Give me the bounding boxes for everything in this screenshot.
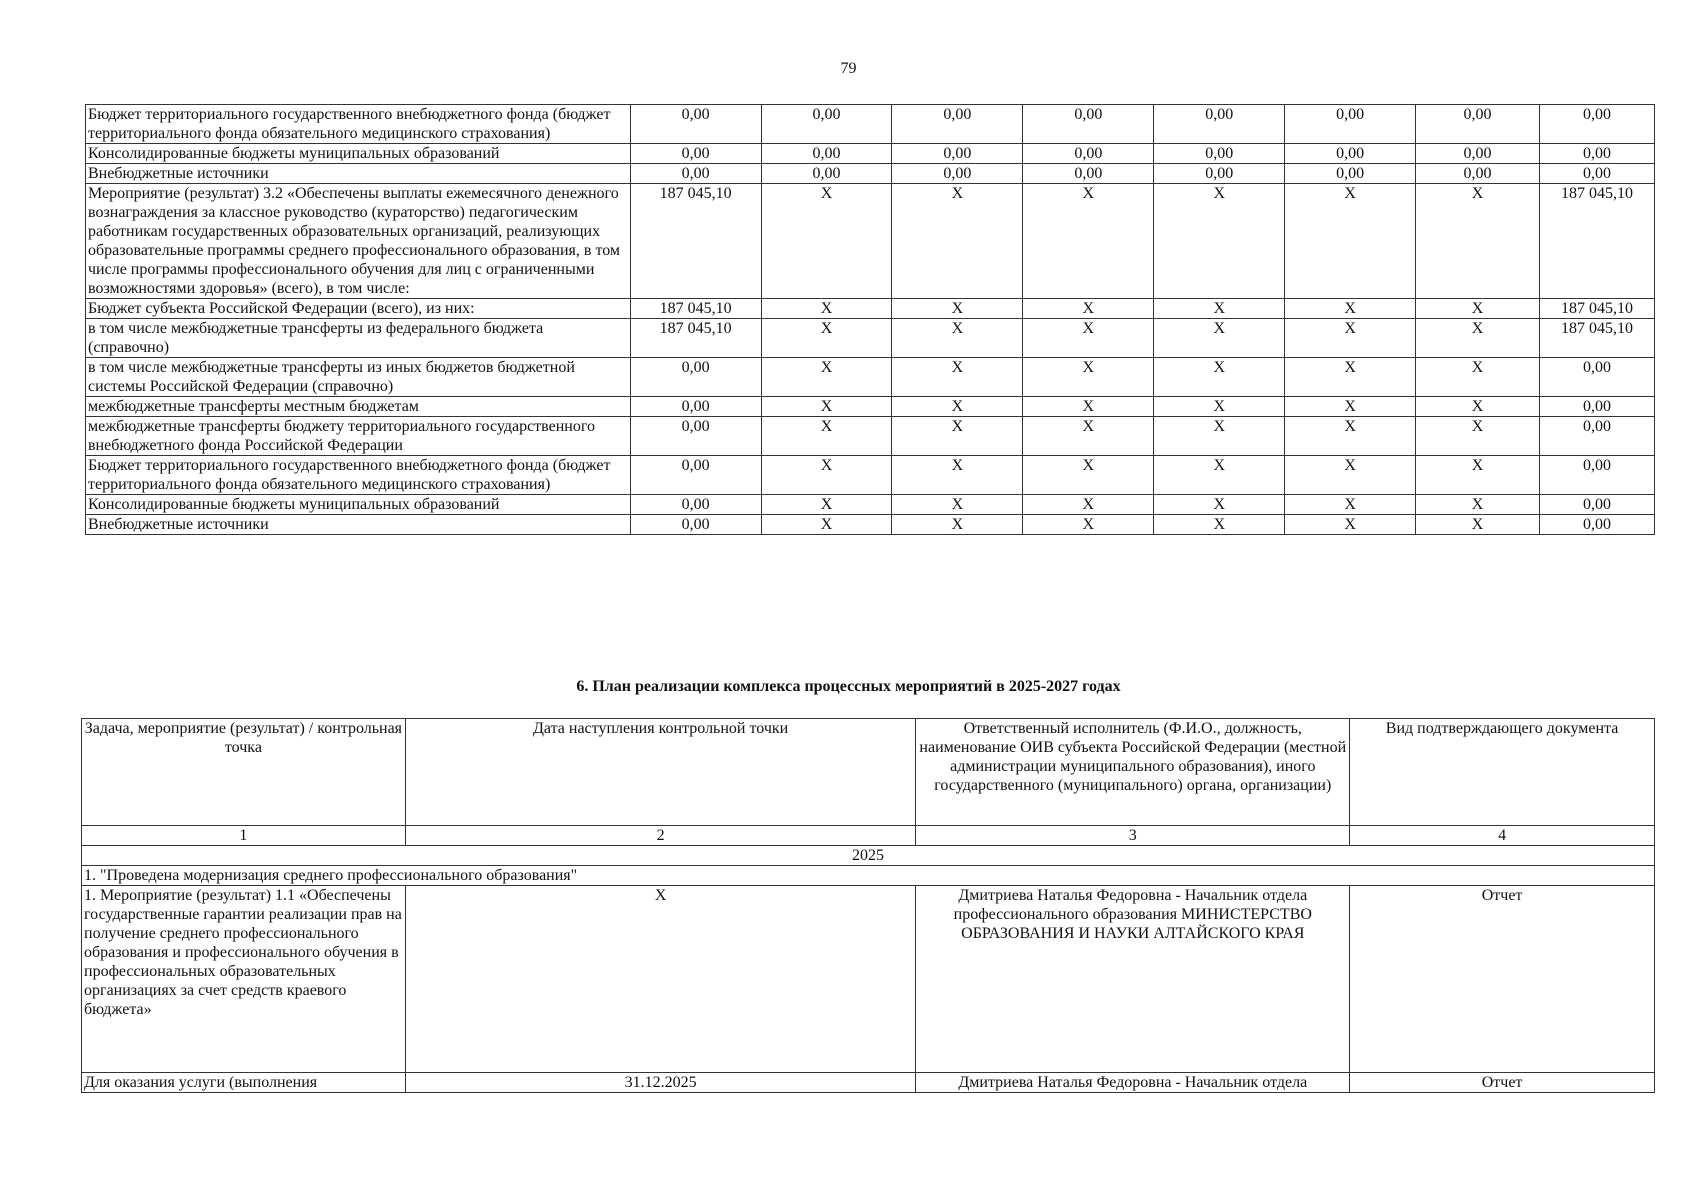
budget-value-cell: X: [1285, 495, 1416, 515]
column-number: 3: [916, 826, 1350, 846]
budget-value-cell: X: [892, 397, 1023, 417]
budget-value-cell: 0,00: [1416, 105, 1540, 144]
column-number-row: [82, 826, 1655, 846]
budget-value-cell: X: [1023, 184, 1154, 299]
task-title: 1. "Проведена модернизация среднего профессионального образования": [82, 866, 1655, 886]
measure-cell: 1. Мероприятие (результат) 1.1 «Обеспечены государственные гарантии реализации прав на получение среднего профессионального образования и профессионального обучения в профессиональных образовательных организациях за счет средств краевого бюджета»: [82, 886, 406, 1073]
budget-value-cell: 0,00: [1540, 105, 1655, 144]
budget-value-cell: X: [1416, 184, 1540, 299]
budget-value-cell: 0,00: [630, 456, 761, 495]
budget-value-cell: X: [1416, 319, 1540, 358]
plan-row: [82, 1073, 1655, 1093]
budget-value-cell: 0,00: [1540, 144, 1655, 164]
budget-value-cell: X: [1023, 515, 1154, 535]
budget-value-cell: X: [761, 319, 892, 358]
budget-value-cell: X: [761, 299, 892, 319]
budget-row-label: Бюджет территориального государственного внебюджетного фонда (бюджет территориального фонда обязательного медицинского страхования): [86, 105, 631, 144]
budget-value-cell: 0,00: [892, 164, 1023, 184]
budget-value-cell: X: [1023, 495, 1154, 515]
budget-value-cell: X: [1023, 319, 1154, 358]
budget-value-cell: 0,00: [1540, 495, 1655, 515]
budget-row: [86, 164, 1655, 184]
document-cell: Отчет: [1350, 886, 1655, 1073]
budget-value-cell: X: [892, 299, 1023, 319]
budget-row: [86, 456, 1655, 495]
budget-value-cell: 0,00: [761, 164, 892, 184]
budget-value-cell: X: [1023, 397, 1154, 417]
budget-value-cell: X: [1154, 456, 1285, 495]
budget-value-cell: 0,00: [630, 105, 761, 144]
budget-value-cell: X: [1285, 184, 1416, 299]
budget-value-cell: X: [1285, 456, 1416, 495]
budget-value-cell: X: [1154, 299, 1285, 319]
budget-value-cell: X: [1416, 495, 1540, 515]
budget-value-cell: 0,00: [1154, 144, 1285, 164]
date-cell: 31.12.2025: [405, 1073, 916, 1093]
budget-row: [86, 144, 1655, 164]
budget-value-cell: X: [761, 417, 892, 456]
budget-row-label: в том числе межбюджетные трансферты из иных бюджетов бюджетной системы Российской Федерации (справочно): [86, 358, 631, 397]
budget-value-cell: 0,00: [1154, 164, 1285, 184]
budget-value-cell: X: [1154, 515, 1285, 535]
budget-value-cell: X: [1023, 417, 1154, 456]
budget-value-cell: X: [761, 397, 892, 417]
year-row: [82, 846, 1655, 866]
budget-value-cell: X: [761, 456, 892, 495]
budget-value-cell: X: [1154, 184, 1285, 299]
budget-value-cell: X: [761, 515, 892, 535]
budget-value-cell: X: [892, 417, 1023, 456]
budget-value-cell: X: [892, 495, 1023, 515]
budget-value-cell: 0,00: [1154, 105, 1285, 144]
budget-value-cell: X: [1416, 299, 1540, 319]
budget-value-cell: 0,00: [1540, 397, 1655, 417]
budget-row: [86, 515, 1655, 535]
measure-cell: Для оказания услуги (выполнения: [82, 1073, 406, 1093]
budget-value-cell: X: [1154, 495, 1285, 515]
budget-row-label: в том числе межбюджетные трансферты из федерального бюджета (справочно): [86, 319, 631, 358]
budget-value-cell: 0,00: [1540, 358, 1655, 397]
budget-value-cell: 0,00: [630, 358, 761, 397]
budget-value-cell: X: [892, 358, 1023, 397]
budget-value-cell: 0,00: [761, 105, 892, 144]
budget-value-cell: X: [1285, 299, 1416, 319]
budget-value-cell: X: [1154, 417, 1285, 456]
plan-row: [82, 886, 1655, 1073]
budget-value-cell: X: [761, 358, 892, 397]
budget-value-cell: 0,00: [1540, 417, 1655, 456]
column-number: 2: [405, 826, 916, 846]
budget-value-cell: 0,00: [1416, 144, 1540, 164]
budget-value-cell: 0,00: [761, 144, 892, 164]
budget-row-label: Мероприятие (результат) 3.2 «Обеспечены выплаты ежемесячного денежного вознаграждения за классное руководство (кураторство) педагогическим работникам государственных образовательных организаций, реализующих образовательные программы среднего профессионального образования, в том числе программы профессионального обучения для лиц с ограниченными возможностями здоровья» (всего), в том числе:: [86, 184, 631, 299]
budget-value-cell: X: [892, 515, 1023, 535]
budget-row: [86, 495, 1655, 515]
header-responsible: Ответственный исполнитель (Ф.И.О., должность, наименование ОИВ субъекта Российской Федерации (местной администрации муниципального образования), иного государственного (муниципального) органа, организации): [916, 719, 1350, 826]
budget-value-cell: X: [1285, 358, 1416, 397]
budget-value-cell: X: [1416, 456, 1540, 495]
budget-value-cell: X: [892, 319, 1023, 358]
budget-row-label: Внебюджетные источники: [86, 515, 631, 535]
budget-row: [86, 105, 1655, 144]
budget-value-cell: 187 045,10: [1540, 184, 1655, 299]
budget-value-cell: X: [1416, 417, 1540, 456]
budget-value-cell: 0,00: [630, 397, 761, 417]
budget-row-label: Консолидированные бюджеты муниципальных образований: [86, 144, 631, 164]
column-number: 1: [82, 826, 406, 846]
date-cell: X: [405, 886, 916, 1073]
budget-row: [86, 358, 1655, 397]
budget-value-cell: 0,00: [1023, 164, 1154, 184]
budget-value-cell: 0,00: [630, 164, 761, 184]
budget-value-cell: 187 045,10: [1540, 319, 1655, 358]
header-task: Задача, мероприятие (результат) / контрольная точка: [82, 719, 406, 826]
budget-table-body: [86, 105, 1655, 535]
plan-table: [81, 718, 1655, 1093]
budget-value-cell: X: [1285, 397, 1416, 417]
column-number: 4: [1350, 826, 1655, 846]
budget-row: [86, 184, 1655, 299]
budget-value-cell: 187 045,10: [630, 299, 761, 319]
budget-value-cell: 0,00: [1540, 515, 1655, 535]
budget-value-cell: X: [1416, 515, 1540, 535]
budget-value-cell: 0,00: [1285, 105, 1416, 144]
budget-value-cell: X: [1285, 515, 1416, 535]
budget-value-cell: X: [1023, 299, 1154, 319]
budget-value-cell: 0,00: [1023, 144, 1154, 164]
budget-value-cell: 0,00: [1285, 144, 1416, 164]
budget-row: [86, 299, 1655, 319]
budget-row: [86, 397, 1655, 417]
header-date: Дата наступления контрольной точки: [405, 719, 916, 826]
budget-value-cell: 0,00: [630, 495, 761, 515]
budget-value-cell: 187 045,10: [630, 184, 761, 299]
budget-value-cell: X: [761, 184, 892, 299]
budget-value-cell: 0,00: [1540, 456, 1655, 495]
budget-value-cell: X: [1023, 358, 1154, 397]
plan-header-row: [82, 719, 1655, 826]
page-number: 79: [840, 60, 857, 77]
budget-value-cell: 0,00: [1023, 105, 1154, 144]
budget-value-cell: X: [1285, 417, 1416, 456]
budget-value-cell: 0,00: [892, 144, 1023, 164]
task-row: [82, 866, 1655, 886]
budget-value-cell: X: [761, 495, 892, 515]
budget-value-cell: 0,00: [1416, 164, 1540, 184]
budget-value-cell: X: [892, 184, 1023, 299]
budget-table: [85, 104, 1655, 535]
header-document: Вид подтверждающего документа: [1350, 719, 1655, 826]
budget-row: [86, 417, 1655, 456]
budget-value-cell: 0,00: [630, 417, 761, 456]
budget-value-cell: 0,00: [630, 515, 761, 535]
budget-value-cell: X: [1416, 397, 1540, 417]
document-cell: Отчет: [1350, 1073, 1655, 1093]
budget-value-cell: 0,00: [630, 144, 761, 164]
budget-row-label: Бюджет субъекта Российской Федерации (всего), из них:: [86, 299, 631, 319]
budget-value-cell: 0,00: [1285, 164, 1416, 184]
budget-row-label: Бюджет территориального государственного внебюджетного фонда (бюджет территориального фонда обязательного медицинского страхования): [86, 456, 631, 495]
budget-row-label: Консолидированные бюджеты муниципальных образований: [86, 495, 631, 515]
section-title: 6. План реализации комплекса процессных мероприятий в 2025-2027 годах: [576, 678, 1121, 695]
responsible-cell: Дмитриева Наталья Федоровна - Начальник отдела профессионального образования МИНИСТЕРСТВО ОБРАЗОВАНИЯ И НАУКИ АЛТАЙСКОГО КРАЯ: [916, 886, 1350, 1073]
budget-value-cell: X: [1285, 319, 1416, 358]
budget-value-cell: 187 045,10: [630, 319, 761, 358]
budget-value-cell: X: [1023, 456, 1154, 495]
budget-value-cell: 0,00: [892, 105, 1023, 144]
year-label: 2025: [82, 846, 1655, 866]
budget-value-cell: X: [1154, 397, 1285, 417]
responsible-cell: Дмитриева Наталья Федоровна - Начальник отдела: [916, 1073, 1350, 1093]
budget-value-cell: 187 045,10: [1540, 299, 1655, 319]
budget-row-label: межбюджетные трансферты местным бюджетам: [86, 397, 631, 417]
budget-value-cell: X: [1154, 319, 1285, 358]
budget-value-cell: X: [892, 456, 1023, 495]
budget-row: [86, 319, 1655, 358]
budget-row-label: Внебюджетные источники: [86, 164, 631, 184]
budget-value-cell: X: [1416, 358, 1540, 397]
budget-value-cell: X: [1154, 358, 1285, 397]
budget-value-cell: 0,00: [1540, 164, 1655, 184]
budget-row-label: межбюджетные трансферты бюджету территориального государственного внебюджетного фонда Российской Федерации: [86, 417, 631, 456]
